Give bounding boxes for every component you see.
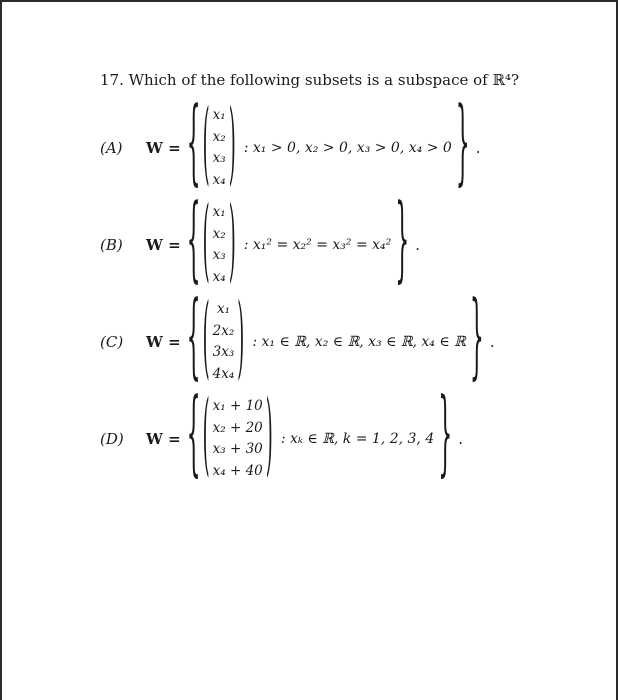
vector-entry: 4x₄ (212, 365, 235, 382)
vector-entry: x₄ (212, 171, 226, 188)
vector-entry: x₄ + 40 (212, 462, 263, 479)
vector-entry: x₁ (212, 107, 226, 123)
option-label: (C) (100, 333, 124, 351)
vector-entry: x₁ + 10 (212, 398, 263, 414)
vector-entry: 3x₃ (212, 344, 235, 360)
vector-entry: x₃ (212, 150, 226, 166)
set-lhs: W = (146, 333, 181, 351)
column-vector (202, 93, 236, 198)
left-brace: { (186, 93, 201, 199)
vector-entry: x₄ (212, 268, 226, 285)
vector-entry: x₂ (212, 225, 226, 242)
right-brace: } (469, 287, 484, 393)
set-lhs: W = (146, 139, 181, 157)
question-text: 17. Which of the following subsets is a subspace of ℝ⁴? (100, 71, 520, 89)
vector-entry: x₃ (212, 247, 226, 263)
end-punctuation: . (489, 333, 495, 351)
left-brace: { (186, 384, 201, 490)
end-punctuation: . (475, 139, 481, 157)
column-vector (202, 190, 236, 295)
vector-entry: x₁ (212, 204, 226, 220)
left-paren: ( (202, 287, 210, 392)
vector-entry: x₂ (212, 128, 226, 145)
set-lhs: W = (146, 236, 181, 254)
set-lhs: W = (146, 430, 181, 448)
left-paren: ( (202, 190, 210, 295)
page-border-left (0, 0, 2, 700)
vector-entry: x₁ (216, 301, 230, 317)
set-condition: : x₁ > 0, x₂ > 0, x₃ > 0, x₄ > 0 (243, 140, 452, 156)
vector-entry: x₂ + 20 (212, 419, 263, 436)
left-brace: { (186, 190, 201, 296)
option-d (100, 384, 464, 490)
end-punctuation: . (415, 236, 421, 254)
option-c (100, 287, 495, 393)
vector-entry: x₃ + 30 (212, 441, 263, 457)
right-paren: ) (228, 190, 236, 295)
end-punctuation: . (458, 430, 464, 448)
option-label: (D) (100, 430, 124, 448)
right-brace: } (438, 384, 453, 490)
option-b (100, 190, 421, 296)
right-brace: } (455, 93, 470, 199)
set-condition: : x₁ ∈ ℝ, x₂ ∈ ℝ, x₃ ∈ ℝ, x₄ ∈ ℝ (252, 334, 466, 350)
option-label: (B) (100, 236, 123, 254)
column-vector (202, 384, 273, 489)
right-paren: ) (237, 287, 245, 392)
right-paren: ) (228, 93, 236, 198)
right-brace: } (395, 190, 410, 296)
right-paren: ) (265, 384, 273, 489)
column-vector (202, 287, 245, 392)
option-a (100, 93, 481, 199)
left-paren: ( (202, 93, 210, 198)
set-condition: : x₁² = x₂² = x₃² = x₄² (243, 237, 392, 253)
option-label: (A) (100, 139, 123, 157)
vector-entry: 2x₂ (212, 322, 235, 339)
left-brace: { (186, 287, 201, 393)
set-condition: : xₖ ∈ ℝ, k = 1, 2, 3, 4 (280, 431, 435, 447)
left-paren: ( (202, 384, 210, 489)
page-border-top (0, 0, 618, 2)
